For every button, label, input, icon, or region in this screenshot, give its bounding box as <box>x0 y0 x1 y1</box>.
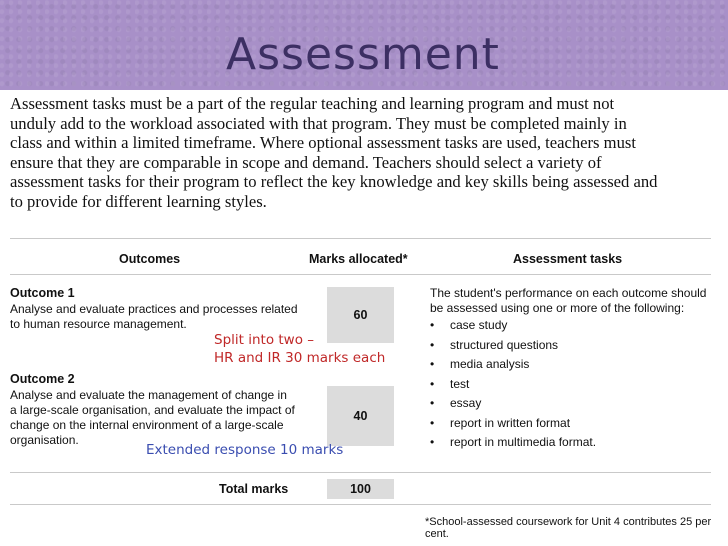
list-item: • test <box>430 376 470 391</box>
bottom-rule <box>10 504 711 505</box>
header-tasks: Assessment tasks <box>513 252 623 266</box>
list-item: • structured questions <box>430 337 559 352</box>
total-label: Total marks <box>219 482 289 496</box>
annotation-split-line1: Split into two – <box>214 332 315 348</box>
annotation-split-line2: HR and IR 30 marks each <box>214 350 386 366</box>
header-outcomes: Outcomes <box>119 252 181 266</box>
tasks-intro: The student's performance on each outcome should be assessed using one or more of the following: <box>430 286 707 315</box>
list-item: • essay <box>430 396 482 410</box>
intro-paragraph: Assessment tasks must be a part of the regular teaching and learning program and must not unduly add to the workload associated with that program. They must be completed mainly in class and within a limited timeframe. Where optional assessment tasks are used, teachers must ensure that they are comparable in scope and demand. Teachers should select a variety of assessment tasks for their program to reflect the key knowledge and key skills being assessed and to provide for different learning styles. <box>10 94 658 211</box>
table-top-rule <box>10 238 711 239</box>
slide-title: Assessment <box>226 29 500 80</box>
total-marks: 100 <box>327 479 394 499</box>
outcome1-marks: 60 <box>327 287 394 343</box>
annotation-extended: Extended response 10 marks <box>146 442 344 458</box>
header-rule <box>10 274 711 275</box>
list-item: • report in multimedia format. <box>430 435 597 449</box>
list-item: • media analysis <box>430 357 530 371</box>
footnote: *School-assessed coursework for Unit 4 contributes 25 per cent. <box>425 516 712 540</box>
header-marks: Marks allocated* <box>309 252 408 266</box>
outcome1-title: Outcome 1 <box>10 286 75 300</box>
scanned-document <box>5 90 723 546</box>
outcome2-title: Outcome 2 <box>10 372 75 386</box>
outcome2-text: Analyse and evaluate the management of change in a large-scale organisation, and evaluate the impact of change on the internal environment of a large-scale organisation. <box>10 388 295 447</box>
list-item: • report in written format <box>430 415 571 430</box>
list-item: • case study <box>430 318 508 332</box>
tasks-list <box>430 316 596 453</box>
annotation-split <box>214 331 385 367</box>
total-rule <box>10 472 711 473</box>
outcome2-marks: 40 <box>327 386 394 446</box>
outcome1-text: Analyse and evaluate practices and processes related to human resource management. <box>10 302 298 331</box>
